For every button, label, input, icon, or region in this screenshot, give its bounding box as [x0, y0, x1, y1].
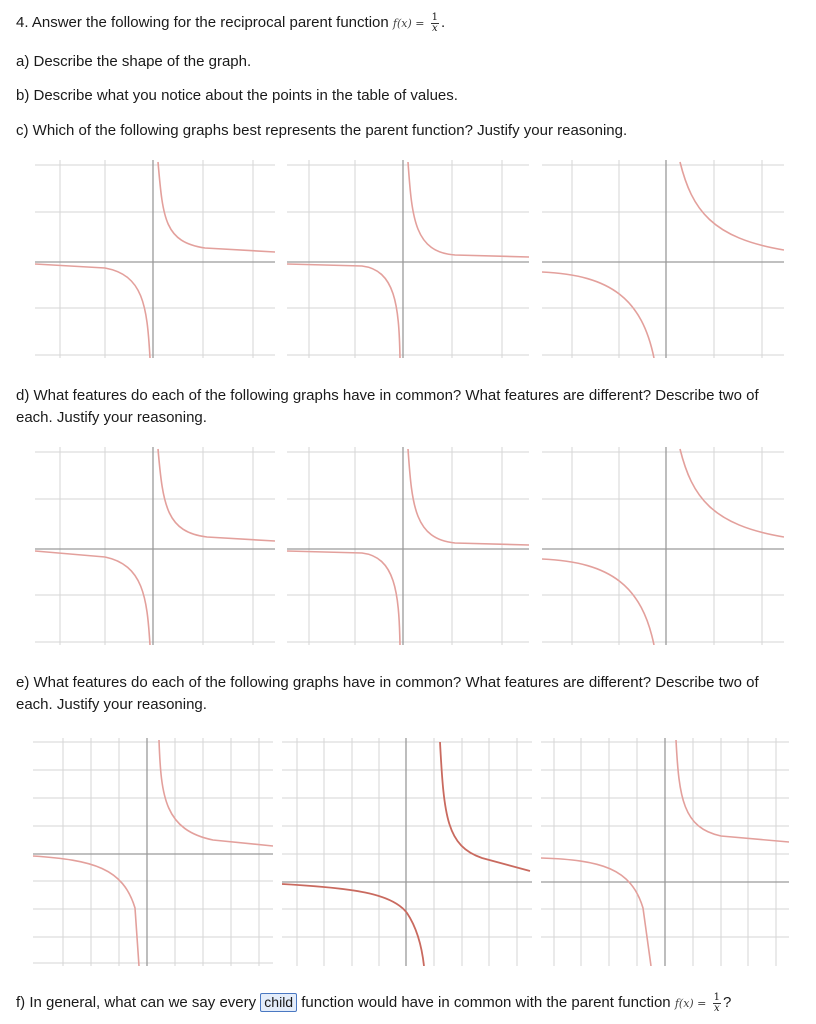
grid-lines	[35, 447, 275, 645]
axes	[542, 160, 784, 358]
grid-lines	[542, 160, 784, 358]
graph-e-3	[541, 738, 789, 966]
reciprocal-curve-left	[287, 551, 400, 645]
part-b: b) Describe what you notice about the points in the table of values.	[16, 87, 458, 104]
reciprocal-curve-left	[33, 856, 139, 966]
reciprocal-curve-left	[542, 272, 654, 358]
part-a: a) Describe the shape of the graph.	[16, 53, 252, 70]
graph-c-3	[542, 160, 784, 358]
axes	[33, 738, 273, 966]
fraction-numerator-f: 1	[713, 991, 720, 1003]
reciprocal-curve-right	[408, 449, 529, 545]
function-fraction	[431, 13, 439, 34]
fraction-denominator: x	[432, 22, 438, 34]
function-lhs: f(x) =	[392, 17, 425, 30]
reciprocal-curve-right	[158, 162, 275, 252]
reciprocal-curve-right	[680, 162, 784, 250]
reciprocal-curve-right	[408, 162, 529, 257]
reciprocal-curve-left	[282, 884, 424, 966]
question-title	[16, 12, 445, 35]
axes	[287, 160, 529, 358]
graph-e-1	[33, 738, 273, 966]
axes	[35, 160, 275, 358]
graph-c-2	[287, 160, 529, 358]
graph-d-2	[287, 447, 529, 645]
part-c: c) Which of the following graphs best represents the parent function? Justify your reasoning.	[16, 122, 628, 139]
reciprocal-curve-right	[158, 449, 275, 541]
fraction-numerator: 1	[431, 11, 439, 23]
axes	[287, 447, 529, 645]
grid-lines	[33, 738, 273, 966]
graph-d-3	[542, 447, 784, 645]
part-f-end: ?	[722, 994, 732, 1011]
grid-lines	[282, 738, 532, 966]
graph-d-1	[35, 447, 275, 645]
function-fraction-f	[713, 993, 721, 1014]
part-f	[16, 992, 731, 1015]
reciprocal-curve-left	[35, 551, 150, 645]
reciprocal-curve-left	[35, 264, 150, 358]
part-f-before: f) In general, what can we say every	[16, 994, 257, 1011]
axes	[542, 447, 784, 645]
part-e: e) What features do each of the following graphs have in common? What features are different? Describe two of each. Justify your reasoning.	[16, 674, 759, 713]
axes	[35, 447, 275, 645]
grid-lines	[287, 447, 529, 645]
reciprocal-curve-right	[680, 449, 784, 537]
question-intro: 4. Answer the following for the reciprocal parent function	[16, 14, 389, 31]
reciprocal-curve-right	[159, 740, 273, 846]
axes	[541, 738, 789, 966]
grid-lines	[287, 160, 529, 358]
part-d: d) What features do each of the following graphs have in common? What features are different? Describe two of each. Justify your reasoning.	[16, 387, 759, 426]
grid-lines	[542, 447, 784, 645]
grid-lines	[35, 160, 275, 358]
part-f-after: function would have in common with the parent function	[301, 994, 671, 1011]
fraction-denominator-f: x	[713, 1002, 720, 1014]
function-period: .	[441, 14, 446, 31]
function-lhs-f: f(x) =	[674, 997, 707, 1010]
reciprocal-curve-left	[542, 559, 654, 645]
reciprocal-curve-left	[287, 264, 400, 358]
graph-c-1	[35, 160, 275, 358]
axes	[282, 738, 532, 966]
reciprocal-curve-left	[541, 858, 651, 966]
highlighted-word: child	[260, 993, 297, 1012]
graph-e-2	[282, 738, 532, 966]
